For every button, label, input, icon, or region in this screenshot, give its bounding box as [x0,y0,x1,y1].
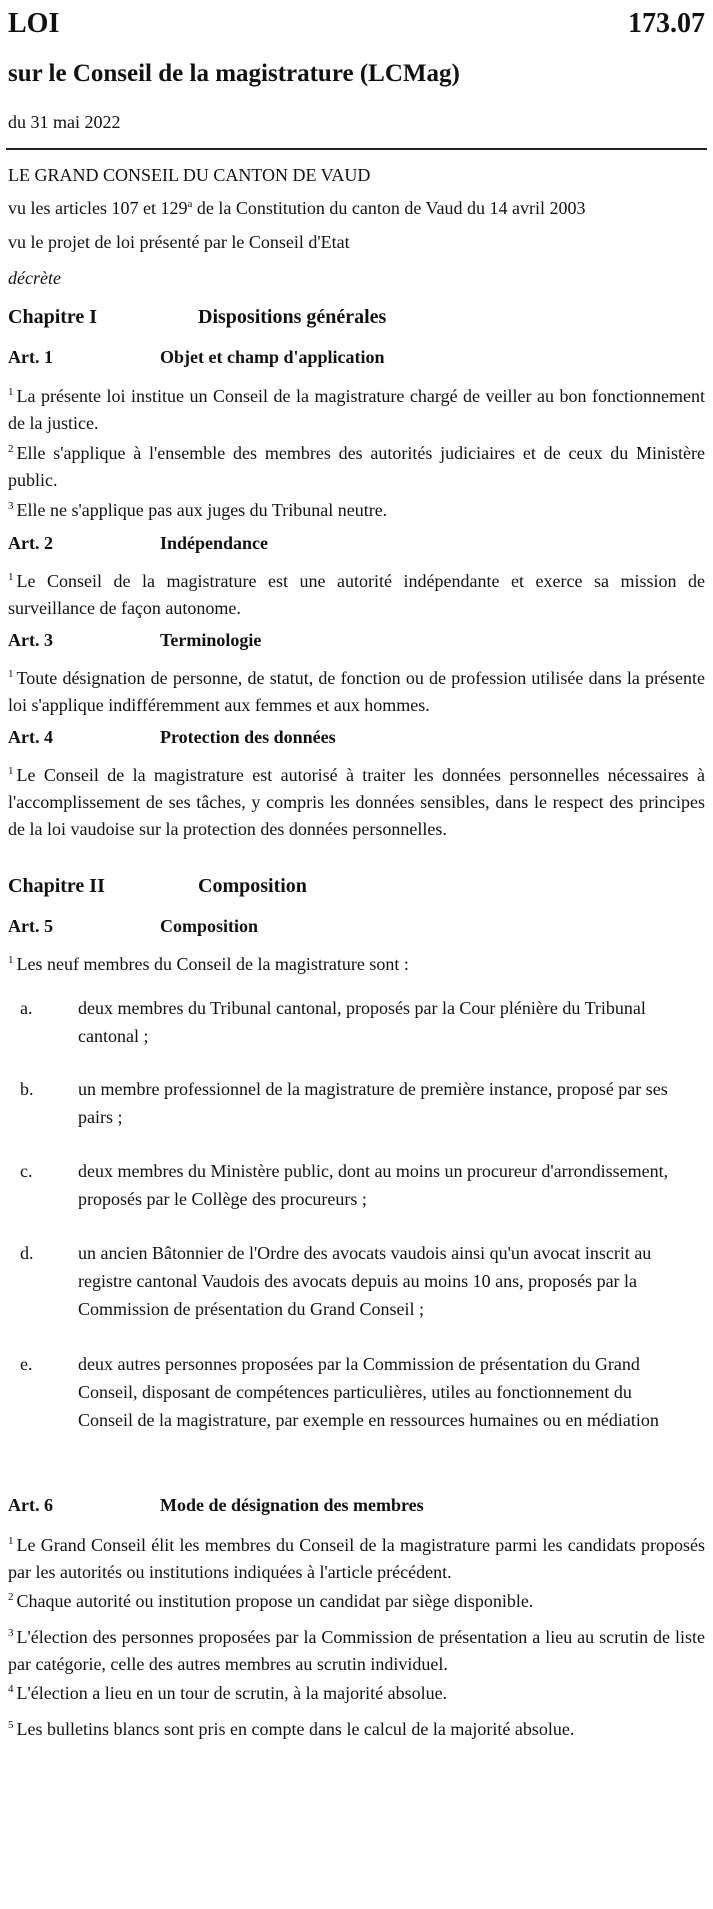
decrete-line: décrète [8,268,61,288]
law-title: sur le Conseil de la magistrature (LCMag) [8,60,460,87]
list-marker: e. [20,1354,33,1374]
list-item-text: un membre professionnel de la magistrature de première instance, proposé par ses pairs ; [78,1079,668,1127]
paragraph-number: 2 [8,443,14,455]
article-title: Objet et champ d'application [160,347,385,367]
paragraph-number: 3 [8,1627,14,1639]
paragraph-number: 1 [8,1535,14,1547]
list-item-text: un ancien Bâtonnier de l'Ordre des avocats vaudois ainsi qu'un avocat inscrit au registre cantonal Vaudois des avocats depuis au moins 10 ans, proposés par la Commission de présentation du Grand Conseil ; [78,1243,652,1319]
article-paragraph [8,1532,705,1586]
paragraph-text: Le Conseil de la magistrature est autorisé à traiter les données personnelles nécessaires à l'accomplissement de ses tâches, y compris les données sensibles, dans le respect des principes de la loi vaudoise sur la protection des données personnelles. [8,765,705,839]
paragraph-number: 1 [8,571,14,583]
vu1-post: de la Constitution du canton de Vaud du 14 avril 2003 [192,198,586,218]
list-marker: a. [20,998,33,1018]
article-label: Art. 1 [8,347,53,367]
list-item-text: deux membres du Ministère public, dont au moins un procureur d'arrondissement, proposés par le Collège des procureurs ; [78,1161,669,1209]
paragraph-text: Les neuf membres du Conseil de la magistrature sont : [16,954,409,974]
article-title: Mode de désignation des membres [160,1495,424,1515]
chapter-label: Chapitre II [8,875,105,897]
list-item-text: deux autres personnes proposées par la Commission de présentation du Grand Conseil, disposant de compétences particulières, utiles au fonctionnement du Conseil de la magistrature, par exemple en ressources humaines ou en médiation [78,1354,659,1430]
paragraph-number: 1 [8,954,14,966]
paragraph-number: 3 [8,500,14,512]
article-heading [8,916,258,937]
document-header [8,8,705,48]
article-paragraph [8,762,705,843]
article-heading [8,630,261,651]
chapter-heading [8,875,307,898]
paragraph-text: Chaque autorité ou institution propose un candidat par siège disponible. [16,1591,534,1611]
article-paragraph [8,1624,705,1678]
law-date: du 31 mai 2022 [8,112,121,132]
article-title: Indépendance [160,533,269,553]
article-title: Terminologie [160,630,262,650]
article-paragraph [8,951,705,978]
article-paragraph [8,665,705,719]
chapter-title: Composition [198,875,307,897]
article-label: Art. 2 [8,533,53,553]
paragraph-number: 1 [8,765,14,777]
article-label: Art. 4 [8,727,53,747]
paragraph-number: 1 [8,668,14,680]
article-heading [8,533,268,554]
chapter-heading [8,306,386,329]
article-paragraph [8,1716,705,1743]
vu1-sup: a [187,198,193,210]
paragraph-text: Le Conseil de la magistrature est une autorité indépendante et exerce sa mission de surveillance de façon autonome. [8,571,705,618]
law-label: LOI [8,8,60,39]
article-title: Protection des données [160,727,336,747]
list-marker: d. [20,1243,34,1263]
article-paragraph [8,1680,705,1707]
header-divider [6,148,707,150]
authority-line: LE GRAND CONSEIL DU CANTON DE VAUD [8,165,371,185]
list-item-text: deux membres du Tribunal cantonal, proposés par la Cour plénière du Tribunal cantonal ; [78,998,646,1046]
article-paragraph [8,383,705,437]
paragraph-number: 4 [8,1683,14,1695]
paragraph-number: 1 [8,386,14,398]
paragraph-text: Le Grand Conseil élit les membres du Conseil de la magistrature parmi les candidats proposés par les autorités ou institutions indiquées à l'article précédent. [8,1535,705,1582]
article-heading [8,1495,424,1516]
paragraph-text: Toute désignation de personne, de statut, de fonction ou de profession utilisée dans la présente loi s'applique indifféremment aux femmes et aux hommes. [8,668,705,715]
list-marker: b. [20,1079,34,1099]
vu1-pre: vu les articles 107 et 129 [8,198,188,218]
chapter-label: Chapitre I [8,306,98,328]
article-label: Art. 6 [8,1495,53,1515]
article-paragraph [8,1588,705,1615]
law-number: 173.07 [628,8,705,39]
article-label: Art. 3 [8,630,53,650]
article-label: Art. 5 [8,916,53,936]
paragraph-text: L'élection des personnes proposées par la Commission de présentation a lieu au scrutin de liste par catégorie, celle des autres membres au scrutin individuel. [8,1627,705,1674]
chapter-title: Dispositions générales [198,306,387,328]
vu-constitution-line [8,198,585,219]
paragraph-text: La présente loi institue un Conseil de la magistrature chargé de veiller au bon fonctionnement de la justice. [8,386,705,433]
paragraph-number: 5 [8,1719,14,1731]
paragraph-text: L'élection a lieu en un tour de scrutin, à la majorité absolue. [16,1683,448,1703]
article-title: Composition [160,916,259,936]
article-paragraph [8,440,705,494]
paragraph-number: 2 [8,1591,14,1603]
list-marker: c. [20,1161,33,1181]
paragraph-text: Elle s'applique à l'ensemble des membres des autorités judiciaires et de ceux du Ministère public. [8,443,705,490]
paragraph-text: Elle ne s'applique pas aux juges du Tribunal neutre. [16,500,388,520]
article-paragraph [8,497,705,524]
article-paragraph [8,568,705,622]
article-heading [8,727,336,748]
paragraph-text: Les bulletins blancs sont pris en compte dans le calcul de la majorité absolue. [16,1719,575,1739]
article-heading [8,347,385,368]
vu-projet-line: vu le projet de loi présenté par le Conseil d'Etat [8,232,350,252]
